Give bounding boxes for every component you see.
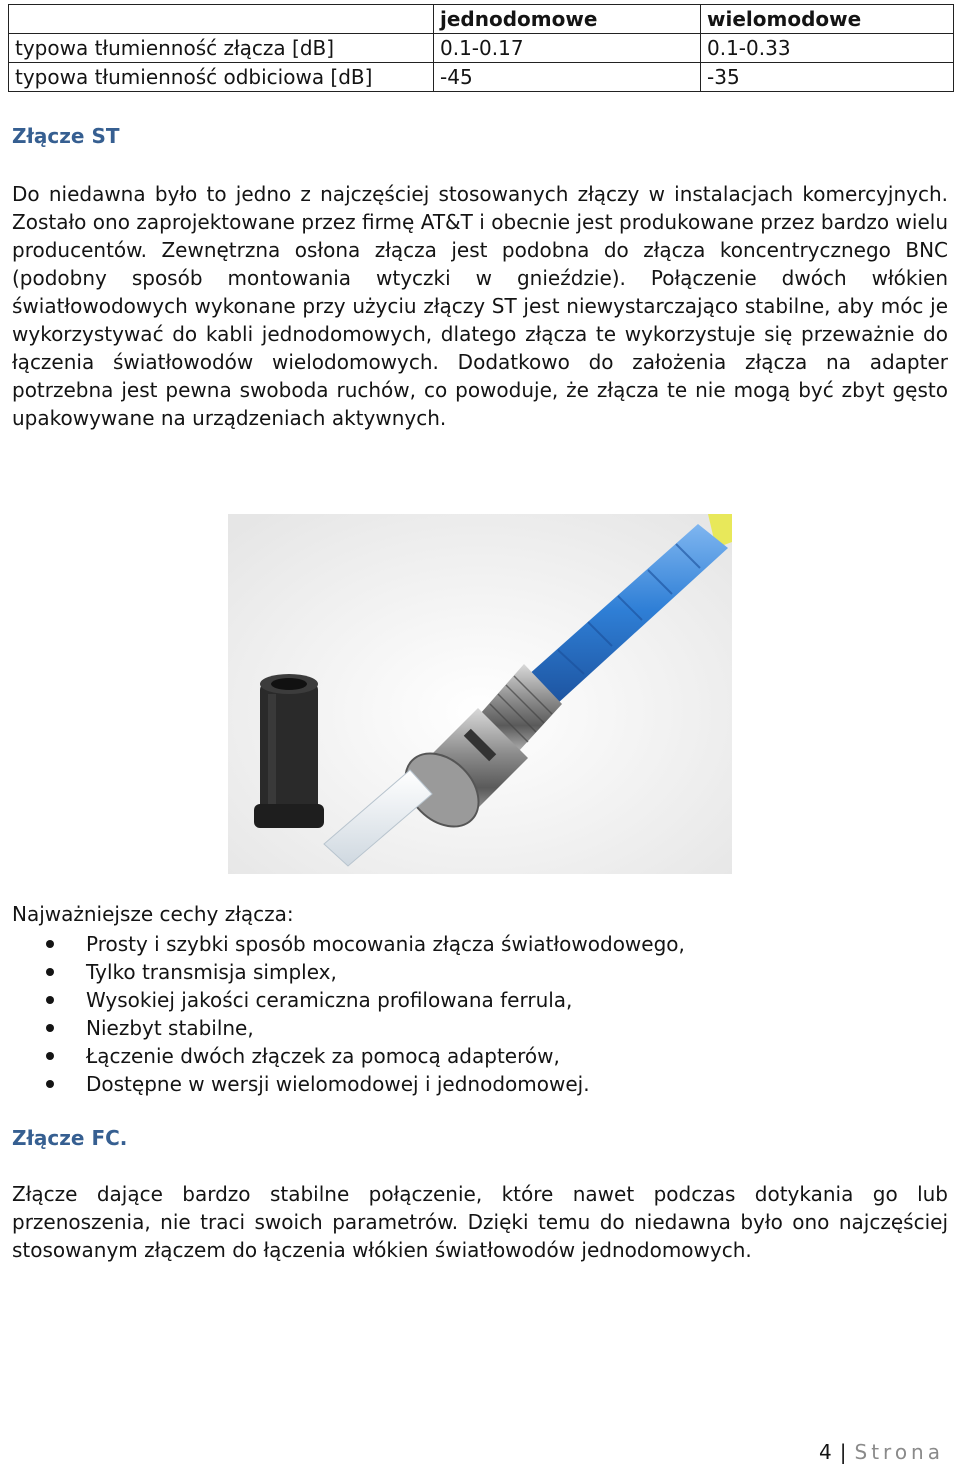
section-heading-fc: Złącze FC. xyxy=(12,1126,128,1150)
features-list xyxy=(0,930,685,1098)
attenuation-table xyxy=(8,4,954,92)
list-item xyxy=(0,1042,685,1070)
list-item-text: Łączenie dwóch złączek za pomocą adapterów, xyxy=(86,1044,560,1068)
list-item xyxy=(0,958,685,986)
fc-description-paragraph: Złącze dające bardzo stabilne połączenie, które nawet podczas dotykania go lub przenoszenia, nie traci swoich parametrów. Dzięki temu do niedawna było ono najczęściej stosowanym złączem do łączenia włókien światłowodów jednodomowych. xyxy=(12,1182,948,1262)
section-heading-st: Złącze ST xyxy=(12,124,120,148)
footer-separator: | xyxy=(839,1440,847,1464)
list-item-text: Niezbyt stabilne, xyxy=(86,1016,254,1040)
table-header-row xyxy=(9,5,954,34)
table-row xyxy=(9,34,954,63)
bullet-icon xyxy=(46,968,54,976)
table-cell: -45 xyxy=(434,63,701,92)
list-item-text: Dostępne w wersji wielomodowej i jednodomowej. xyxy=(86,1072,590,1096)
table-cell: 0.1-0.33 xyxy=(701,34,954,63)
page-footer xyxy=(819,1440,944,1464)
bullet-icon xyxy=(46,1024,54,1032)
list-item-text: Prosty i szybki sposób mocowania złącza światłowodowego, xyxy=(86,932,685,956)
list-item-text: Tylko transmisja simplex, xyxy=(86,960,337,984)
table-row xyxy=(9,63,954,92)
bullet-icon xyxy=(46,1052,54,1060)
list-item xyxy=(0,986,685,1014)
page-word: Strona xyxy=(854,1440,944,1464)
table-cell: typowa tłumienność odbiciowa [dB] xyxy=(9,63,434,92)
list-item xyxy=(0,1070,685,1098)
st-description-paragraph: Do niedawna było to jedno z najczęściej stosowanych złączy w instalacjach komercyjnych. Zostało ono zaprojektowane przez firmę AT&T i obecnie jest produkowane przez bardzo wielu producentów. Zewnętrzna osłona złącza jest podobna do złącza koncentrycznego BNC (podobny sposób montowania wtyczki w gnieździe). Połączenie dwóch włókien światłowodowych wykonane przy użyciu złączy ST jest niewystarczająco stabilne, aby móc je wykorzystywać do kabli jednodomowych, dlatego złącza te wykorzystuje się przeważnie do łączenia światłowodów wielodomowych. Dodatkowo do założenia złącza na adapter potrzebna jest pewna swoboda ruchów, co powoduje, że złącza te nie mogą być zbyt gęsto upakowywane na urządzeniach aktywnych. xyxy=(12,182,948,430)
bullet-icon xyxy=(46,940,54,948)
bullet-icon xyxy=(46,996,54,1004)
table-header-cell xyxy=(9,5,434,34)
page-number: 4 xyxy=(819,1440,832,1464)
table-cell: 0.1-0.17 xyxy=(434,34,701,63)
list-item xyxy=(0,1014,685,1042)
table-cell: typowa tłumienność złącza [dB] xyxy=(9,34,434,63)
list-item xyxy=(0,930,685,958)
table-header-cell: wielomodowe xyxy=(701,5,954,34)
bullet-icon xyxy=(46,1080,54,1088)
table-cell: -35 xyxy=(701,63,954,92)
list-item-text: Wysokiej jakości ceramiczna profilowana ferrula, xyxy=(86,988,573,1012)
st-connector-photo xyxy=(228,514,732,874)
table-header-cell: jednodomowe xyxy=(434,5,701,34)
features-title: Najważniejsze cechy złącza: xyxy=(12,902,294,926)
